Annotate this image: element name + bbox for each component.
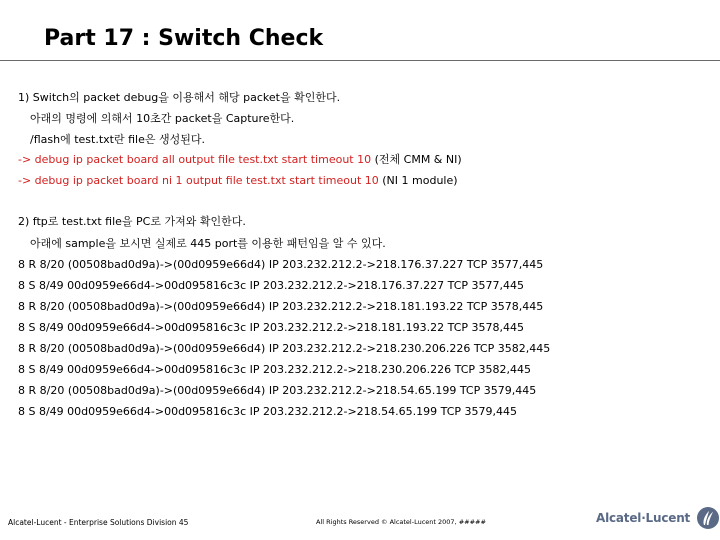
command-line-all [18,154,462,166]
packet-log-line: 8 S 8/49 00d0959e66d4->00d095816c3c IP 203.232.212.2->218.176.37.227 TCP 3577,445 [18,279,525,292]
packet-log-line: 8 R 8/20 (00508bad0d9a)->(00d0959e66d4) IP 203.232.212.2->218.230.206.226 TCP 3582,445 [18,342,551,355]
packet-log-line: 8 S 8/49 00d0959e66d4->00d095816c3c IP 203.232.212.2->218.230.206.226 TCP 3582,445 [18,363,532,376]
company-logo [596,506,720,530]
packet-log-line: 8 R 8/20 (00508bad0d9a)->(00d0959e66d4) IP 203.232.212.2->218.176.37.227 TCP 3577,445 [18,258,544,271]
logo-emblem-icon [696,506,720,530]
packet-log-line: 8 S 8/49 00d0959e66d4->00d095816c3c IP 203.232.212.2->218.181.193.22 TCP 3578,445 [18,321,525,334]
command-ni1-scope: (NI 1 module) [382,174,458,187]
command-all-scope: (전체 CMM & NI) [374,153,462,166]
step-1-note-file: /flash에 test.txt란 file은 생성된다. [30,133,205,146]
step-2-heading: 2) ftp로 test.txt file을 PC로 가져와 확인한다. [18,215,246,228]
command-ni1: -> debug ip packet board ni 1 output file test.txt start timeout 10 [18,174,379,187]
step-2-note-sample: 아래에 sample을 보시면 실제로 445 port를 이용한 패턴임을 알 수 있다. [30,237,386,250]
packet-log-line: 8 S 8/49 00d0959e66d4->00d095816c3c IP 203.232.212.2->218.54.65.199 TCP 3579,445 [18,405,518,418]
packet-log-line: 8 R 8/20 (00508bad0d9a)->(00d0959e66d4) IP 203.232.212.2->218.54.65.199 TCP 3579,445 [18,384,537,397]
command-line-ni1 [18,175,458,187]
title-divider [0,60,720,61]
packet-log-line: 8 R 8/20 (00508bad0d9a)->(00d0959e66d4) IP 203.232.212.2->218.181.193.22 TCP 3578,445 [18,300,544,313]
command-all: -> debug ip packet board all output file test.txt start timeout 10 [18,153,372,166]
page-title: Part 17 : Switch Check [44,26,324,51]
logo-wordmark: Alcatel·Lucent [596,511,691,525]
footer-copyright: All Rights Reserved © Alcatel-Lucent 2007, ##### [316,518,486,526]
footer-division: Alcatel-Lucent - Enterprise Solutions Division 45 [8,518,189,527]
step-1-note-capture: 아래의 명령에 의해서 10초간 packet을 Capture한다. [30,112,295,125]
step-1-heading: 1) Switch의 packet debug을 이용해서 해당 packet을 확인한다. [18,91,341,104]
